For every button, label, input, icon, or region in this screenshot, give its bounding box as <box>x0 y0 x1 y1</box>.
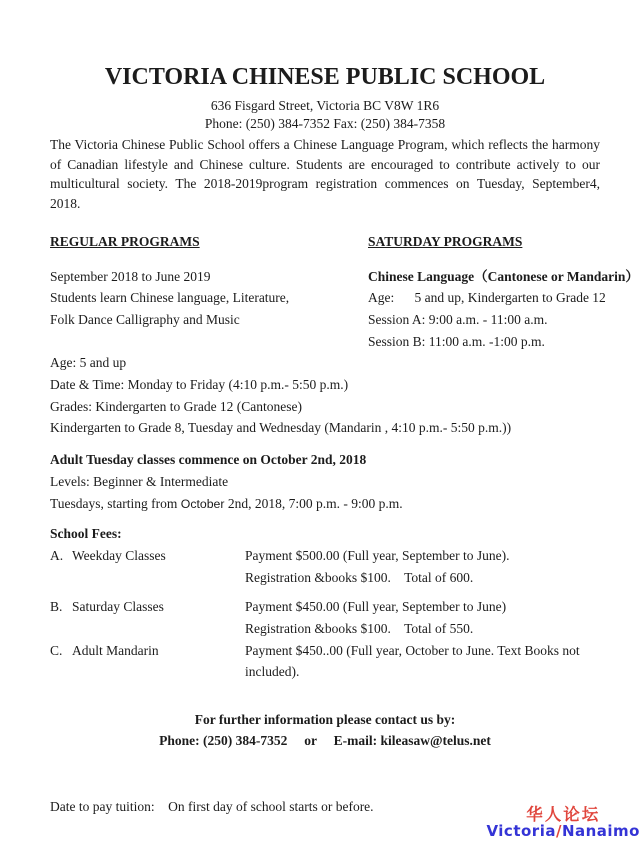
regular-programs-line: September 2018 to June 2019 <box>50 268 211 284</box>
watermark-english-text <box>486 821 640 840</box>
weekday-detail-line: Date & Time: Monday to Friday (4:10 p.m.- 5:50 p.m.) <box>50 377 349 393</box>
school-phone-fax: Phone: (250) 384-7352 Fax: (250) 384-7358 <box>204 115 446 131</box>
fee-row-payment: Payment $450.00 (Full year, September to June) <box>245 599 507 615</box>
fee-row-label <box>50 640 245 683</box>
empty-cell <box>50 567 245 589</box>
adult-classes-heading: Adult Tuesday classes commence on October 2nd, 2018 <box>50 452 367 468</box>
adult-classes-levels: Levels: Beginner & Intermediate <box>50 473 229 489</box>
fee-row-label <box>50 596 245 618</box>
saturday-programs-column <box>368 231 639 353</box>
regular-programs-line: Students learn Chinese language, Literature, <box>50 290 290 306</box>
tuition-note: Date to pay tuition: On first day of school starts or before. <box>50 799 374 815</box>
fee-row-payment: Payment $450..00 (Full year, October to June. Text Books not included). <box>245 642 583 680</box>
watermark-slash: / <box>555 821 562 840</box>
watermark-nanaimo: Nanaimo <box>561 821 640 840</box>
weekday-detail-line: Age: 5 and up <box>50 355 127 371</box>
regular-programs-heading: REGULAR PROGRAMS <box>50 233 200 249</box>
fee-row-name: Weekday Classes <box>72 547 166 563</box>
weekday-detail-line: Kindergarten to Grade 8, Tuesday and Wednesday (Mandarin , 4:10 p.m.- 5:50 p.m.)) <box>50 420 512 436</box>
school-address: 636 Fisgard Street, Victoria BC V8W 1R6 <box>210 98 440 113</box>
fee-table-spacer <box>50 588 600 596</box>
saturday-programs-heading: SATURDAY PROGRAMS <box>368 233 523 249</box>
watermark-chinese-text: 华人论坛 <box>526 804 601 824</box>
intro-paragraph: The Victoria Chinese Public School offers a Chinese Language Program, which reflects the harmony of Canadian lifestyle and Chinese culture. Students are encouraged to contribute actively to our multicultural society. The 2018-2019program registration commences on Tuesday, September4, 2018. <box>50 137 600 212</box>
fee-row-name: Adult Mandarin <box>72 642 159 658</box>
saturday-programs-line: Session B: 11:00 a.m. -1:00 p.m. <box>368 333 545 349</box>
contact-intro-line: For further information please contact us by: <box>194 712 456 728</box>
adult-classes-section <box>50 449 600 515</box>
fee-row-letter: A. <box>50 547 64 563</box>
programs-section <box>50 231 639 353</box>
schedule-text-post: 2nd, 2018, 7:00 p.m. - 9:00 p.m. <box>224 495 403 511</box>
schedule-text-month: October <box>180 496 225 511</box>
fee-row-label <box>50 545 245 567</box>
weekday-detail-line: Grades: Kindergarten to Grade 12 (Cantonese) <box>50 398 303 414</box>
saturday-programs-line: Age: 5 and up, Kindergarten to Grade 12 <box>368 290 606 306</box>
regular-programs-column <box>50 231 368 353</box>
saturday-programs-subheading: Chinese Language（Cantonese or Mandarin） <box>368 268 639 284</box>
school-fees-heading: School Fees: <box>50 526 122 542</box>
weekday-details-section <box>50 352 600 439</box>
contact-section <box>50 709 600 751</box>
school-fees-table <box>50 545 600 683</box>
regular-programs-line: Folk Dance Calligraphy and Music <box>50 311 240 327</box>
fee-row-letter: C. <box>50 642 63 658</box>
empty-cell <box>50 618 245 640</box>
watermark-victoria: Victoria <box>486 821 556 840</box>
fee-row-name: Saturday Classes <box>72 599 164 615</box>
adult-classes-schedule <box>50 493 600 516</box>
schedule-text-pre: Tuesdays, starting from <box>50 495 181 511</box>
contact-phone-email-line: Phone: (250) 384-7352 or E-mail: kileasaw@telus.net <box>159 733 491 749</box>
fee-row-registration: Registration &books $100. Total of 600. <box>245 569 474 585</box>
fee-row-payment: Payment $500.00 (Full year, September to June). <box>245 547 510 563</box>
forum-watermark <box>486 804 640 840</box>
page-title: VICTORIA CHINESE PUBLIC SCHOOL <box>104 64 546 90</box>
fee-row-registration: Registration &books $100. Total of 550. <box>245 621 474 637</box>
saturday-programs-line: Session A: 9:00 a.m. - 11:00 a.m. <box>368 311 548 327</box>
fee-row-letter: B. <box>50 599 63 615</box>
